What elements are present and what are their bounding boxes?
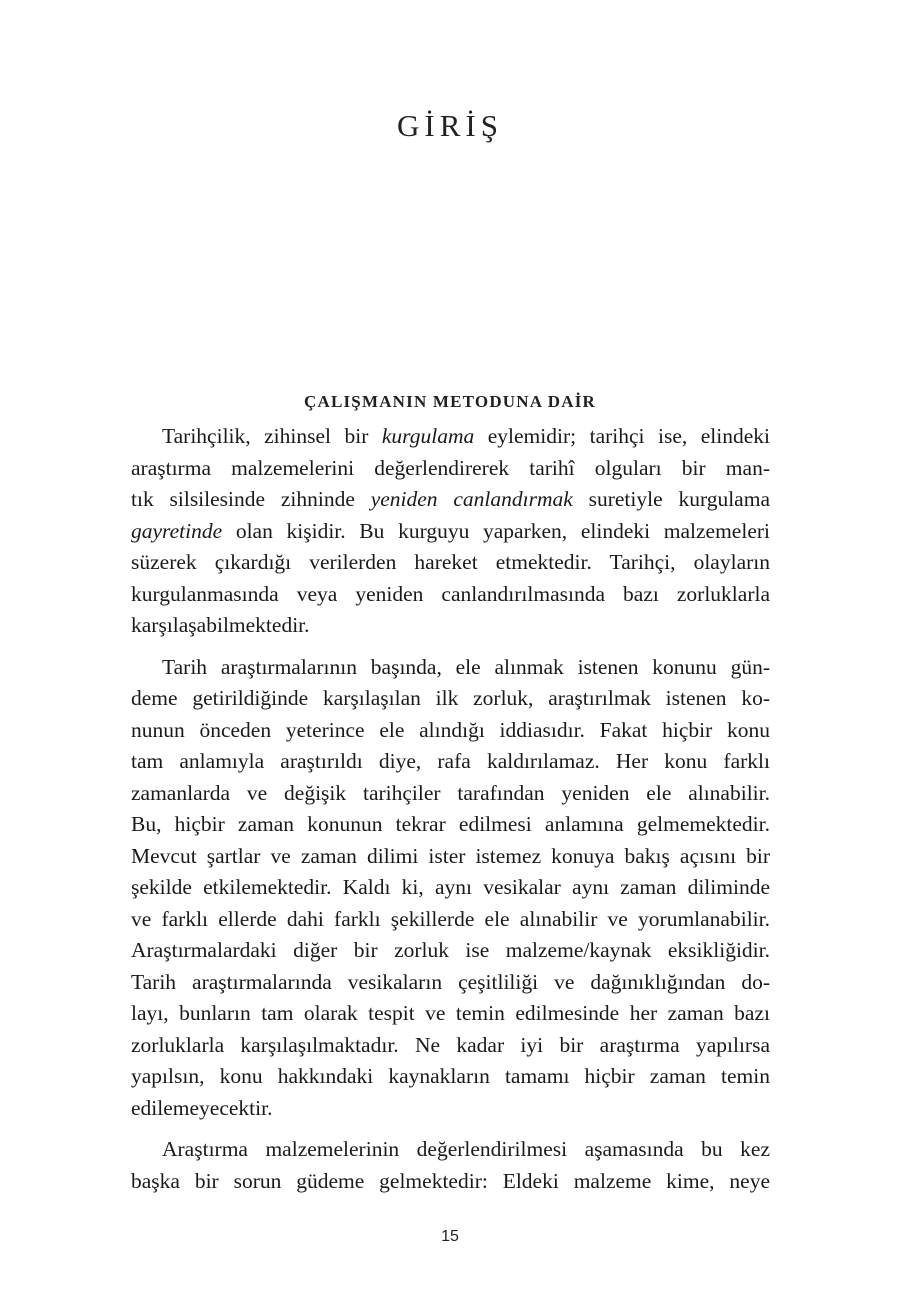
text-line: nunun önceden yeterince ele alındığı iddiasıdır. Fakat hiçbir konu — [131, 717, 770, 742]
page-title: GİRİŞ — [397, 108, 503, 143]
page-number: 15 — [441, 1228, 459, 1245]
paragraph — [131, 1134, 770, 1197]
text-line: layı, bunların tam olarak tespit ve temin edilmesinde her zaman bazı — [131, 1001, 770, 1025]
text-line: tık silsilesinde zihninde yeniden canlandırmak suretiyle kurgulama — [131, 487, 770, 511]
text-line: deme getirildiğinde karşılaşılan ilk zorluk, araştırılmak istenen ko- — [131, 686, 770, 710]
text-line: Bu, hiçbir zaman konunun tekrar edilmesi anlamına gelmemektedir. — [131, 812, 770, 836]
text-line: ve farklı ellerde dahi farklı şekillerde ele alınabilir ve yorumlanabilir. — [131, 906, 770, 931]
text-line: zamanlarda ve değişik tarihçiler tarafından yeniden ele alınabilir. — [131, 780, 770, 805]
text-line: Mevcut şartlar ve zaman dilimi ister istemez konuya bakış açısını bir — [131, 843, 770, 868]
text-line: Tarih araştırmalarında vesikaların çeşitliliği ve dağınıklığından do- — [131, 969, 770, 994]
text-line: karşılaşabilmektedir. — [131, 613, 310, 637]
italic-text: kurgulama — [381, 424, 475, 448]
text-line: yapılsın, konu hakkındaki kaynakların tamamı hiçbir zaman temin — [131, 1064, 770, 1088]
text-line: Araştırmalardaki diğer bir zorluk ise malzeme/kaynak eksikliğidir. — [131, 938, 770, 962]
paragraph — [131, 652, 770, 1125]
section-heading: ÇALIŞMANIN METODUNA DAİR — [303, 392, 596, 411]
text-line: şekilde etkilemektedir. Kaldı ki, aynı vesikalar aynı zaman diliminde — [131, 875, 770, 899]
paragraph — [131, 421, 770, 642]
text-line: Tarih araştırmalarının başında, ele alınmak istenen konunu gün- — [162, 654, 770, 679]
text-line: başka bir sorun güdeme gelmektedir: Eldeki malzeme kime, neye — [131, 1168, 770, 1193]
italic-text: gayretinde — [131, 518, 223, 543]
text-line: araştırma malzemelerini değerlendirerek tarihî olguları bir man- — [131, 455, 770, 480]
text-line: süzerek çıkardığı verilerden hareket etmektedir. Tarihçi, olayların — [131, 550, 770, 574]
text-line: Tarihçilik, zihinsel bir kurgulama eylemidir; tarihçi ise, elindeki — [162, 424, 770, 448]
text-line: Araştırma malzemelerinin değerlendirilmesi aşamasında bu kez — [162, 1137, 770, 1161]
text-line: edilemeyecektir. — [131, 1095, 273, 1120]
text-line: gayretinde olan kişidir. Bu kurguyu yaparken, elindeki malzemeleri — [131, 518, 770, 543]
italic-text: yeniden canlandırmak — [370, 487, 573, 511]
text-line: zorluklarla karşılaşılmaktadır. Ne kadar iyi bir araştırma yapılırsa — [131, 1032, 770, 1057]
body-text — [131, 421, 770, 1197]
text-line: kurgulanmasında veya yeniden canlandırılmasında bazı zorluklarla — [131, 581, 770, 606]
text-line: tam anlamıyla araştırıldı diye, rafa kaldırılamaz. Her konu farklı — [131, 749, 770, 773]
